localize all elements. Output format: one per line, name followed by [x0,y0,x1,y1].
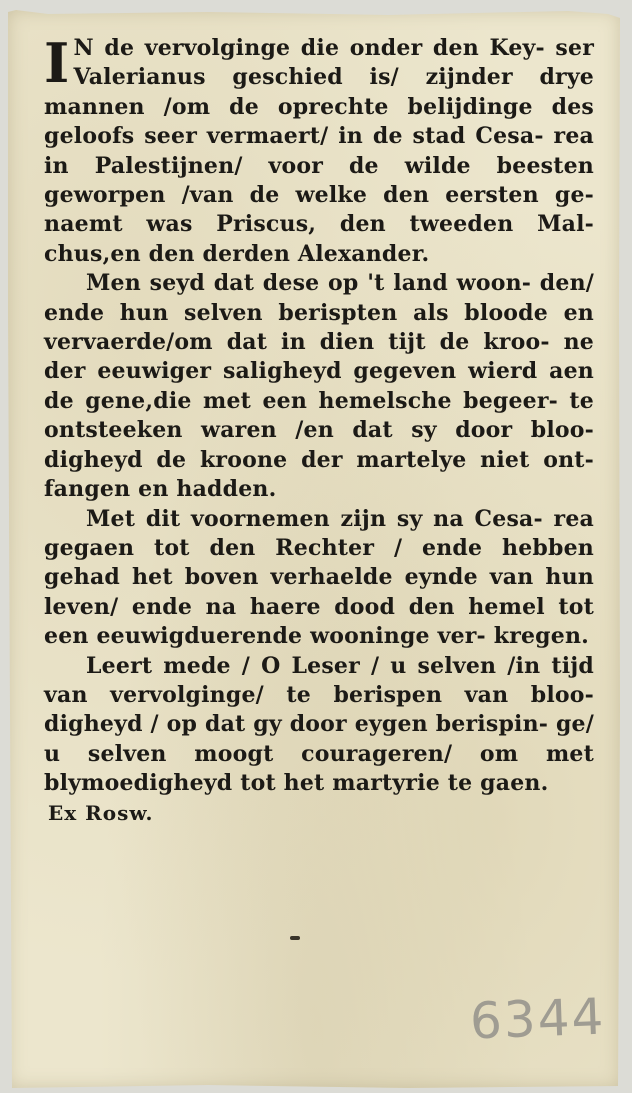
paragraph-2: Men seyd dat dese op 't land woon- den/ ende hun selven berispten als bloode en vervaerde/om dat in dien tijt de kroo- ne der eeuwiger saligheyd gegeven wierd aen de gene,die met een hemelsche begeer- te ontsteeken waren /en dat sy door bloo- digheyd de kroone der martelye niet ont- fangen en hadden. [44,270,594,503]
drop-initial: I [44,31,70,95]
printed-text-block [44,31,594,828]
paragraph-4: Leert mede / O Leser / u selven /in tijd van vervolginge/ te berispen van bloo- digheyd / op dat gy door eygen berispin- ge/ u selven moogt courageren/ om met blymoedigheyd tot het martyrie te gaen. [44,652,594,797]
source-attribution: Ex Rosw. [48,800,154,825]
paragraph-1-text: N de vervolginge die onder den Key- ser Valerianus geschied is/ zijnder drye mannen /om de oprechte belijdinge des geloofs seer vermaert/ in de stad Cesa- rea in Palestijnen/ voor de wilde beesten geworpen /van de welke den eersten ge- naemt was Priscus, den tweeden Mal- chus,en den derden Alexander. [44,35,594,267]
paragraph-1 [44,31,594,269]
paragraph-3: Met dit voornemen zijn sy na Cesa- rea gegaen tot den Rechter / ende hebben gehad het boven verhaelde eynde van hun leven/ ende na haere dood den hemel tot een eeuwigduerende wooninge ver- kregen. [44,505,594,650]
ink-dash-mark [290,936,300,940]
handwritten-inventory-number: 6344 [469,987,607,1051]
